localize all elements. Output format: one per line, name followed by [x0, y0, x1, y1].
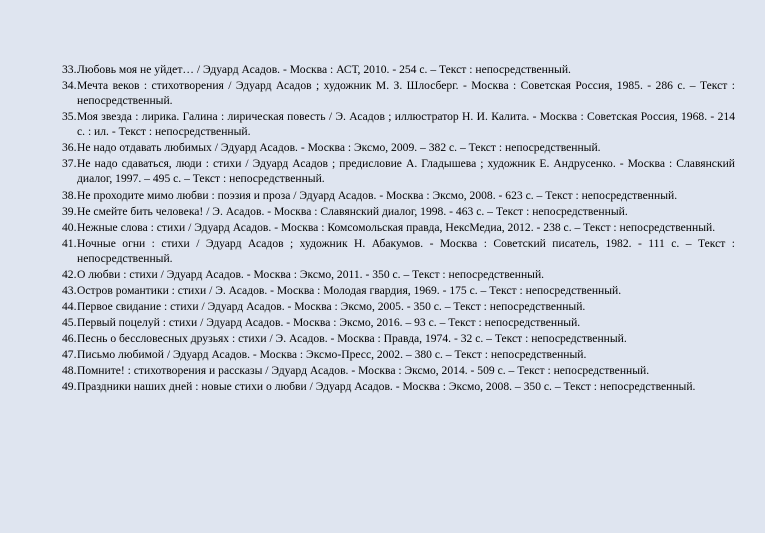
entry-number: 45. [62, 316, 77, 329]
entry-number: 41. [62, 236, 77, 250]
entry-text: Первый поцелуй : стихи / Эдуард Асадов. - Москва : Эксмо, 2016. – 93 с. – Текст : непосредственный. [77, 316, 581, 329]
entry-text: Не надо сдаваться, люди : стихи / Эдуард Асадов ; предисловие А. Гладышева ; художник Е. Андрусенко. - Москва : Славянский диалог, 1997. – 495 с. – Текст : непосредственный. [77, 157, 735, 186]
list-item [62, 236, 735, 266]
list-item [62, 315, 735, 330]
list-item [62, 188, 735, 203]
entry-number: 34. [62, 79, 77, 93]
entry-text: Не надо отдавать любимых / Эдуард Асадов. - Москва : Эксмо, 2009. – 382 с. – Текст : непосредственный. [77, 141, 601, 155]
list-item [62, 347, 735, 362]
list-item [62, 78, 735, 108]
entry-text: Помните! : стихотворения и рассказы / Эдуард Асадов. - Москва : Эксмо, 2014. - 509 с. – Текст : непосредственный. [77, 364, 650, 378]
entry-number: 49. [62, 380, 77, 394]
list-item [62, 204, 735, 219]
entry-text: Ночные огни : стихи / Эдуард Асадов ; художник Н. Абакумов. - Москва : Советский писатель, 1982. - 111 с. – Текст : непосредственный. [77, 236, 735, 265]
entry-number: 39. [62, 204, 77, 218]
list-item [62, 220, 735, 235]
list-item [62, 363, 735, 378]
entry-number: 35. [62, 110, 77, 124]
entry-text: Не смейте бить человека! / Э. Асадов. - Москва : Славянский диалог, 1998. - 463 с. – Текст : непосредственный. [77, 204, 628, 218]
entry-text: Письмо любимой / Эдуард Асадов. - Москва : Эксмо-Пресс, 2002. – 380 с. – Текст : непосредственный. [77, 348, 587, 362]
list-item [62, 283, 735, 298]
entry-text: О любви : стихи / Эдуард Асадов. - Москва : Эксмо, 2011. - 350 с. – Текст : непосредственный. [77, 267, 545, 281]
entry-text: Праздники наших дней : новые стихи о любви / Эдуард Асадов. - Москва : Эксмо, 2008. – 350 с. – Текст : непосредственный. [77, 380, 696, 394]
entry-number: 37. [62, 157, 77, 171]
entry-text: Не проходите мимо любви : поэзия и проза / Эдуард Асадов. - Москва : Эксмо, 2008. - 623 с. – Текст : непосредственный. [77, 188, 678, 202]
entry-text: Любовь моя не уйдет… / Эдуард Асадов. - Москва : АСТ, 2010. - 254 с. – Текст : непосредственный. [77, 63, 571, 76]
list-item [62, 156, 735, 186]
list-item [62, 299, 735, 314]
entry-text: Песнь о бессловесных друзьях : стихи / Э. Асадов. - Москва : Правда, 1974. - 32 с. – Текст : непосредственный. [77, 332, 627, 346]
entry-text: Остров романтики : стихи / Э. Асадов. - Москва : Молодая гвардия, 1969. - 175 с. – Текст : непосредственный. [77, 283, 622, 297]
entry-number: 38. [62, 188, 77, 202]
entry-text: Моя звезда : лирика. Галина : лирическая повесть / Э. Асадов ; иллюстратор Н. И. Калита. - Москва : Советская Россия, 1968. - 214 с. : ил. - Текст : непосредственный. [77, 110, 735, 139]
entry-number: 42. [62, 267, 77, 281]
entry-number: 44. [62, 299, 77, 313]
entry-number: 40. [62, 220, 77, 234]
list-item [62, 62, 735, 77]
list-item [62, 109, 735, 139]
entry-number: 33. [62, 63, 77, 76]
list-item [62, 267, 735, 282]
entry-number: 46. [62, 332, 77, 346]
entry-text: Мечта веков : стихотворения / Эдуард Асадов ; художник М. З. Шлосберг. - Москва : Советская Россия, 1985. - 286 с. – Текст : непосредственный. [77, 79, 735, 108]
entry-text: Нежные слова : стихи / Эдуард Асадов. - Москва : Комсомольская правда, НексМедиа, 2012. - 238 с. – Текст : непосредственный. [77, 220, 716, 234]
list-item [62, 140, 735, 155]
list-item [62, 379, 735, 394]
entry-number: 36. [62, 141, 77, 155]
entry-text: Первое свидание : стихи / Эдуард Асадов. - Москва : Эксмо, 2005. - 350 с. – Текст : непосредственный. [77, 299, 586, 313]
entry-number: 47. [62, 348, 77, 362]
bibliography-list [62, 62, 735, 394]
list-item [62, 331, 735, 346]
entry-number: 48. [62, 364, 77, 378]
entry-number: 43. [62, 283, 77, 297]
